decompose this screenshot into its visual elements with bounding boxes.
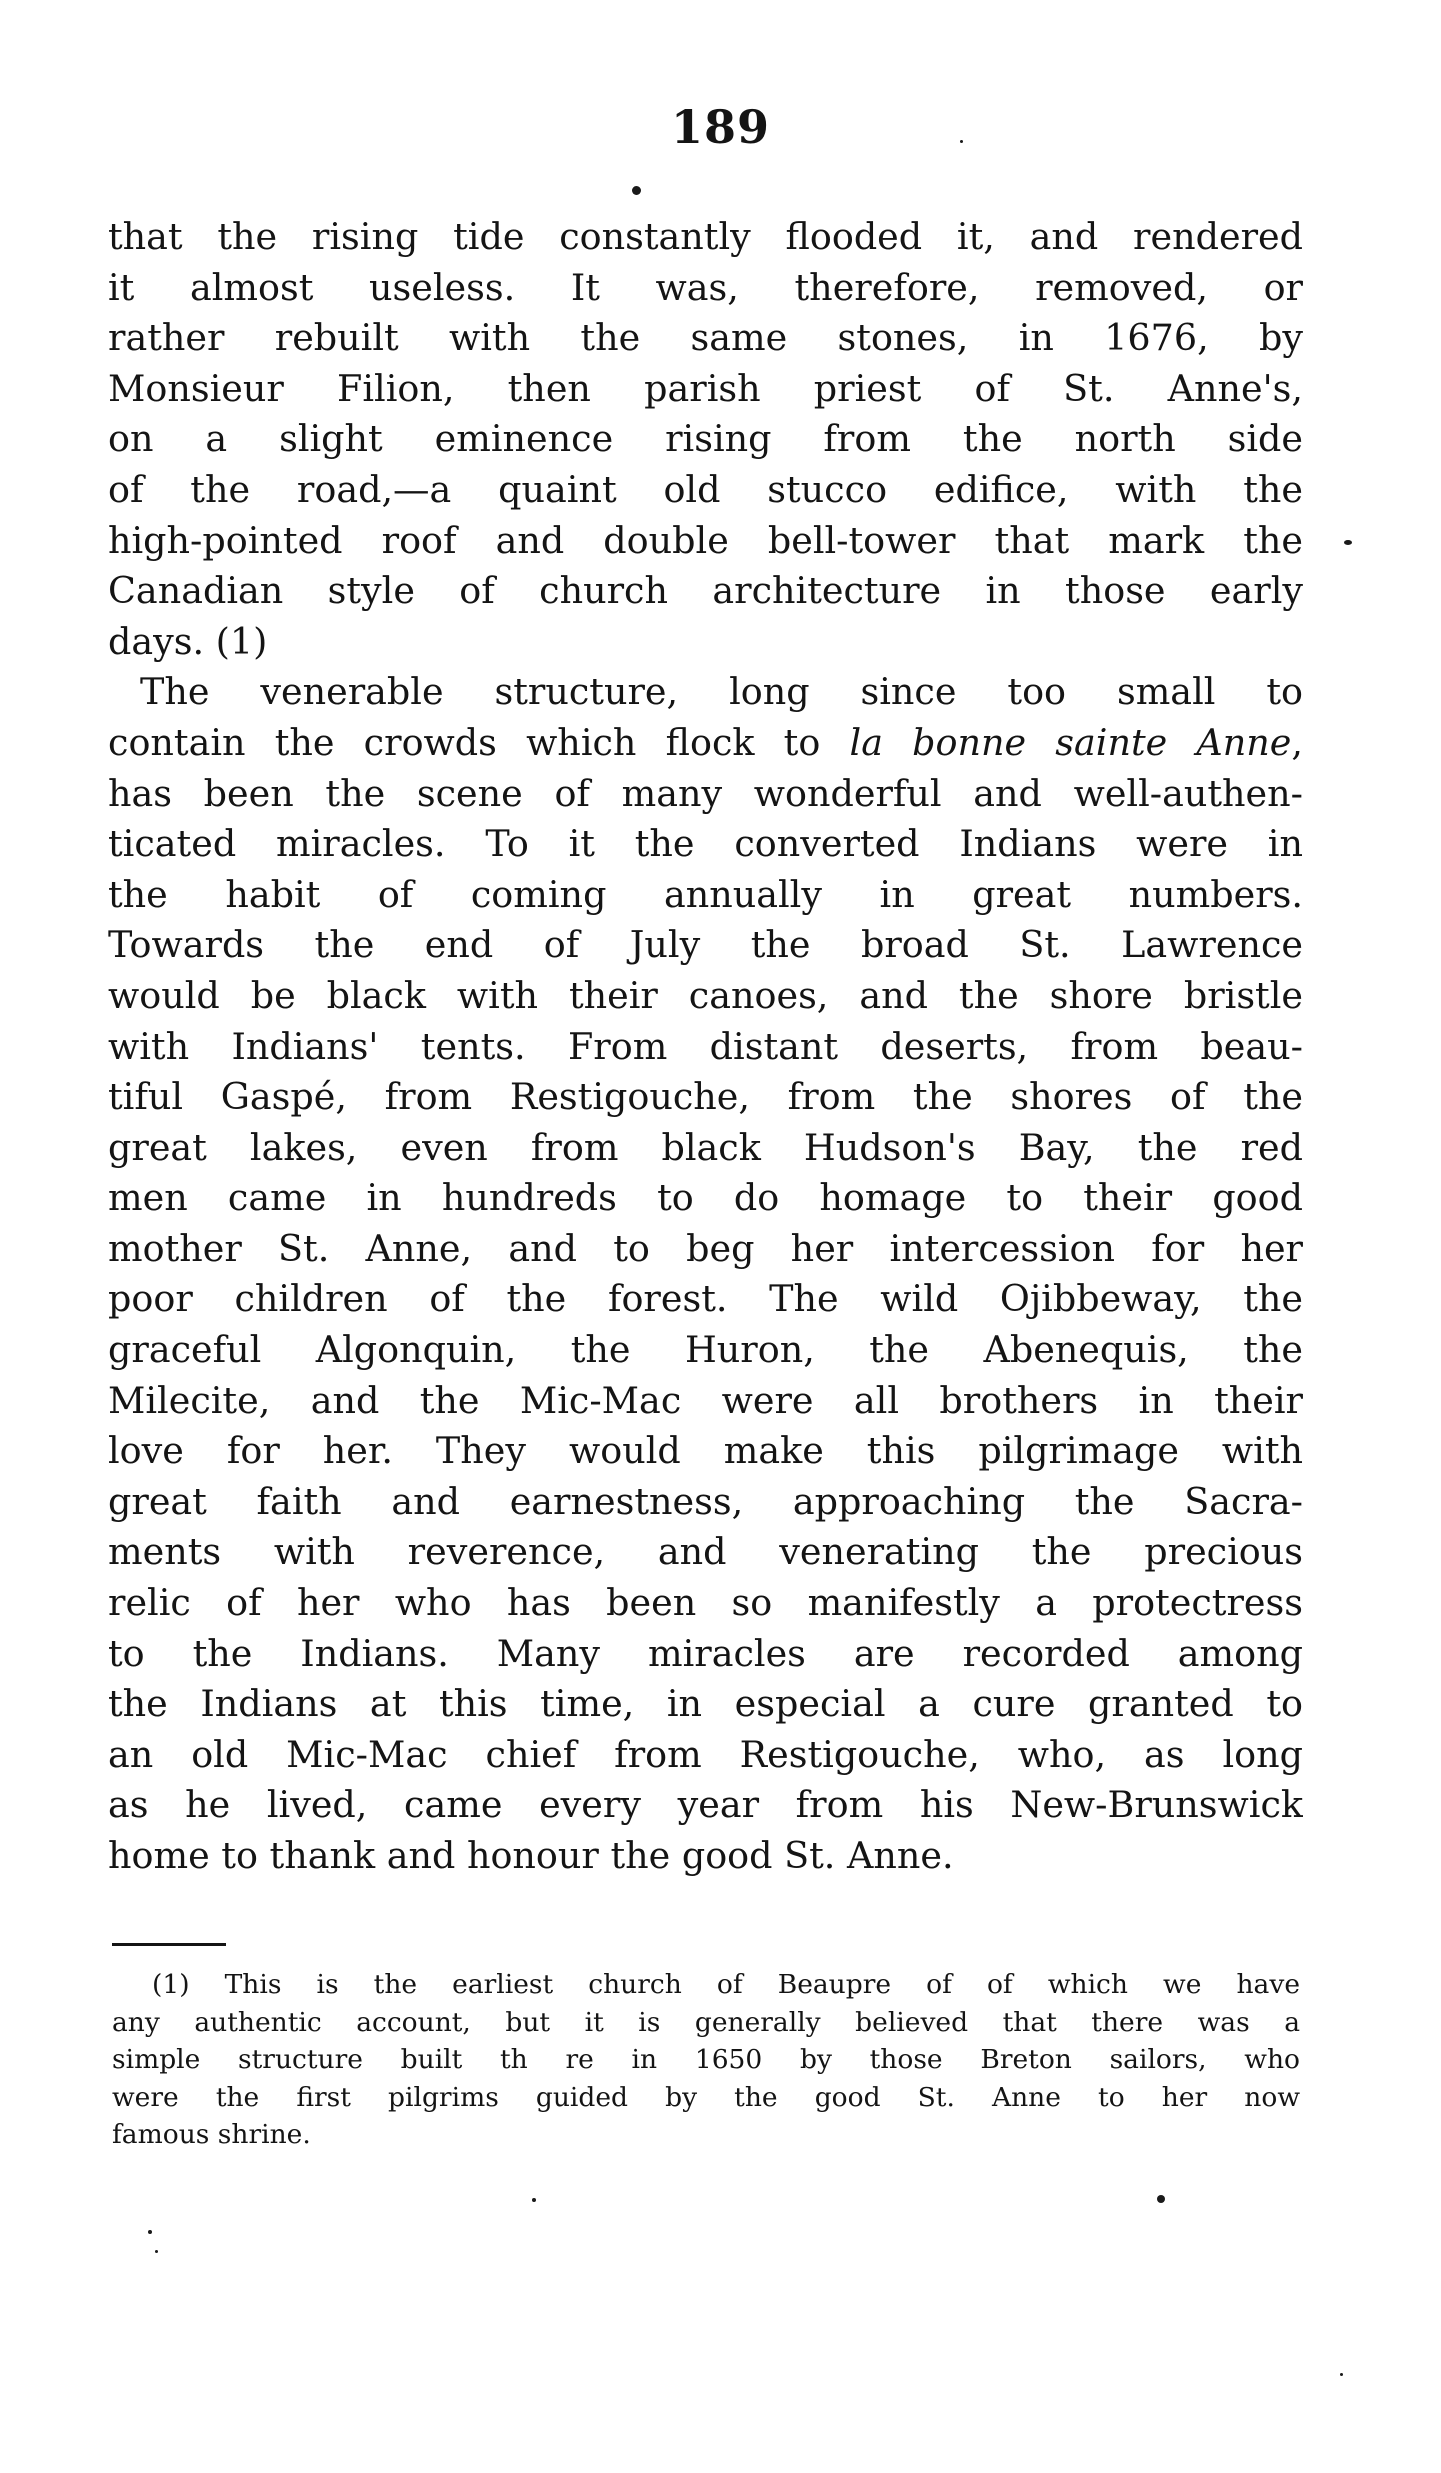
text-line: relic of her who has been so manifestly a protectress xyxy=(108,1581,1303,1625)
footnote-line: simple structure built th re in 1650 by those Breton sailors, who xyxy=(112,2044,1300,2075)
text-line: of the road,—a quaint old stucco edifice, with the xyxy=(108,467,1303,511)
text-line: ticated miracles. To it the converted Indians were in xyxy=(108,822,1303,866)
text-line: great lakes, even from black Hudson's Bay, the red xyxy=(108,1125,1303,1169)
footnote-rule xyxy=(112,1943,226,1946)
text-line: The venerable structure, long since too small to xyxy=(140,670,1303,714)
ink-speck xyxy=(532,2198,536,2202)
text-line: high-pointed roof and double bell-tower that mark the xyxy=(108,518,1303,562)
text-run: , xyxy=(1291,720,1303,764)
text-line: rather rebuilt with the same stones, in 1676, by xyxy=(108,316,1303,360)
text-line: Milecite, and the Mic-Mac were all brothers in their xyxy=(108,1378,1303,1422)
ink-speck xyxy=(1340,2373,1343,2376)
ink-speck xyxy=(148,2230,152,2234)
text-line: has been the scene of many wonderful and well-authen- xyxy=(108,771,1303,815)
text-line: poor children of the forest. The wild Ojibbeway, the xyxy=(108,1277,1303,1321)
italic-phrase: la bonne sainte Anne xyxy=(849,720,1292,764)
text-line: with Indians' tents. From distant deserts, from beau- xyxy=(108,1024,1303,1068)
ink-speck xyxy=(1344,540,1352,545)
text-line: days. (1) xyxy=(108,619,268,663)
footnote-line: were the first pilgrims guided by the good St. Anne to her now xyxy=(112,2081,1300,2113)
text-line: to the Indians. Many miracles are recorded among xyxy=(108,1631,1303,1675)
text-line: home to thank and honour the good St. Anne. xyxy=(108,1834,954,1877)
text-line: Monsieur Filion, then parish priest of St. Anne's, xyxy=(108,366,1303,410)
footnote-line: any authentic account, but it is generally believed that there was a xyxy=(112,2006,1300,2038)
text-line: on a slight eminence rising from the north side xyxy=(108,417,1303,461)
text-line: Canadian style of church architecture in those early xyxy=(108,569,1303,613)
page-number: 189 xyxy=(670,100,771,154)
ink-speck xyxy=(155,2250,158,2253)
text-line: an old Mic-Mac chief from Restigouche, who, as long xyxy=(108,1732,1303,1776)
ink-speck xyxy=(632,186,641,195)
body-text xyxy=(108,212,1303,1882)
text-line: mother St. Anne, and to beg her intercession for her xyxy=(108,1226,1303,1270)
text-line: graceful Algonquin, the Huron, the Abenequis, the xyxy=(108,1328,1303,1372)
text-line: as he lived, came every year from his New-Brunswick xyxy=(108,1783,1303,1827)
text-line xyxy=(108,718,1303,769)
text-line: the habit of coming annually in great numbers. xyxy=(108,872,1303,916)
text-run: contain the crowds which flock to xyxy=(108,720,850,764)
text-line: ments with reverence, and venerating the precious xyxy=(108,1530,1303,1574)
footnote-line: famous shrine. xyxy=(112,2119,311,2150)
ink-speck xyxy=(960,140,963,143)
footnote-line: (1) This is the earliest church of Beaupre of of which we have xyxy=(152,1969,1300,2000)
ink-speck xyxy=(1157,2195,1165,2203)
text-line: that the rising tide constantly flooded it, and rendered xyxy=(108,215,1303,258)
text-line: great faith and earnestness, approaching the Sacra- xyxy=(108,1479,1303,1523)
text-line: the Indians at this time, in especial a cure granted to xyxy=(108,1682,1303,1726)
footnote xyxy=(112,1966,1300,2154)
text-line: it almost useless. It was, therefore, removed, or xyxy=(108,265,1303,309)
text-line: tiful Gaspé, from Restigouche, from the shores of the xyxy=(108,1075,1303,1119)
text-line: would be black with their canoes, and the shore bristle xyxy=(108,973,1303,1017)
text-line: Towards the end of July the broad St. Lawrence xyxy=(108,923,1303,967)
text-line: men came in hundreds to do homage to their good xyxy=(108,1176,1303,1220)
text-line: love for her. They would make this pilgrimage with xyxy=(108,1429,1303,1473)
